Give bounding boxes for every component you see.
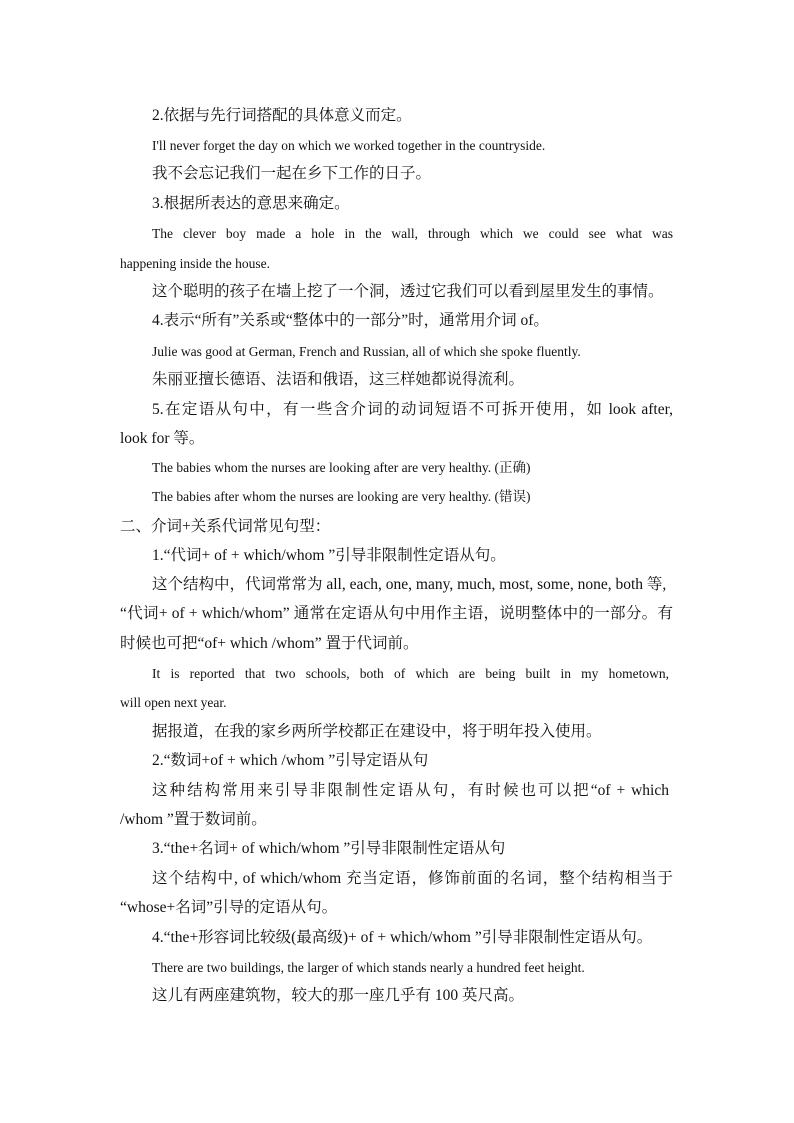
text-line: The babies whom the nurses are looking after are very healthy. (正确) [152, 460, 531, 475]
text-line: 4.“the+形容词比较级(最高级)+ of + which/whom ”引导非限制性定语从句。 [152, 929, 653, 946]
text-line: The babies after whom the nurses are looking are very healthy. (错误) [152, 489, 531, 504]
text-line: 这个结构中，代词常常为 all, each, one, many, much, most, some, none, both 等, [152, 576, 667, 593]
text-line: /whom ”置于数词前。 [120, 811, 267, 828]
text-line: 2.“数词+of + which /whom ”引导定语从句 [152, 752, 429, 769]
text-line: 1.“代词+ of + which/whom ”引导非限制性定语从句。 [152, 547, 506, 564]
text-line: 据报道，在我的家乡两所学校都正在建设中，将于明年投入使用。 [152, 723, 602, 740]
text-line: happening inside the house. [120, 256, 270, 271]
text-line: 这儿有两座建筑物，较大的那一座几乎有 100 英尺高。 [152, 987, 525, 1004]
text-line: 2.依据与先行词搭配的具体意义而定。 [152, 107, 412, 124]
text-line: “代词+ of + which/whom” 通常在定语从句中用作主语，说明整体中的一部分。有 [120, 605, 673, 622]
text-line: “whose+名词”引导的定语从句。 [120, 899, 338, 916]
text-line: will open next year. [120, 695, 227, 710]
text-line: 朱丽亚擅长德语、法语和俄语，这三样她都说得流利。 [152, 371, 525, 388]
text-line: 5.在定语从句中，有一些含介词的动词短语不可拆开使用，如 look after, [152, 401, 673, 418]
text-line: It is reported that two schools, both of which are being built in my hometown, [152, 666, 669, 681]
text-line: 时候也可把“of+ which /whom” 置于代词前。 [120, 635, 419, 652]
text-line: Julie was good at German, French and Russian, all of which she spoke fluently. [152, 344, 581, 359]
text-line: 这个聪明的孩子在墙上挖了一个洞，透过它我们可以看到屋里发生的事情。 [152, 283, 664, 300]
text-line: 这个结构中, of which/whom 充当定语，修饰前面的名词，整个结构相当于 [152, 870, 673, 887]
text-line: 这种结构常用来引导非限制性定语从句，有时候也可以把“of + which [152, 782, 669, 799]
text-line: 3.根据所表达的意思来确定。 [152, 195, 350, 212]
text-line: 3.“the+名词+ of which/whom ”引导非限制性定语从句 [152, 840, 506, 857]
section-heading: 二、介词+关系代词常见句型： [120, 518, 331, 535]
text-line: 我不会忘记我们一起在乡下工作的日子。 [152, 165, 432, 182]
text-line: I'll never forget the day on which we worked together in the countryside. [152, 138, 546, 153]
text-line: There are two buildings, the larger of which stands nearly a hundred feet height. [152, 960, 585, 975]
text-line: The clever boy made a hole in the wall, through which we could see what was [152, 226, 673, 241]
text-line: 4.表示“所有”关系或“整体中的一部分”时，通常用介词 of。 [152, 312, 549, 329]
text-line: look for 等。 [120, 430, 205, 447]
